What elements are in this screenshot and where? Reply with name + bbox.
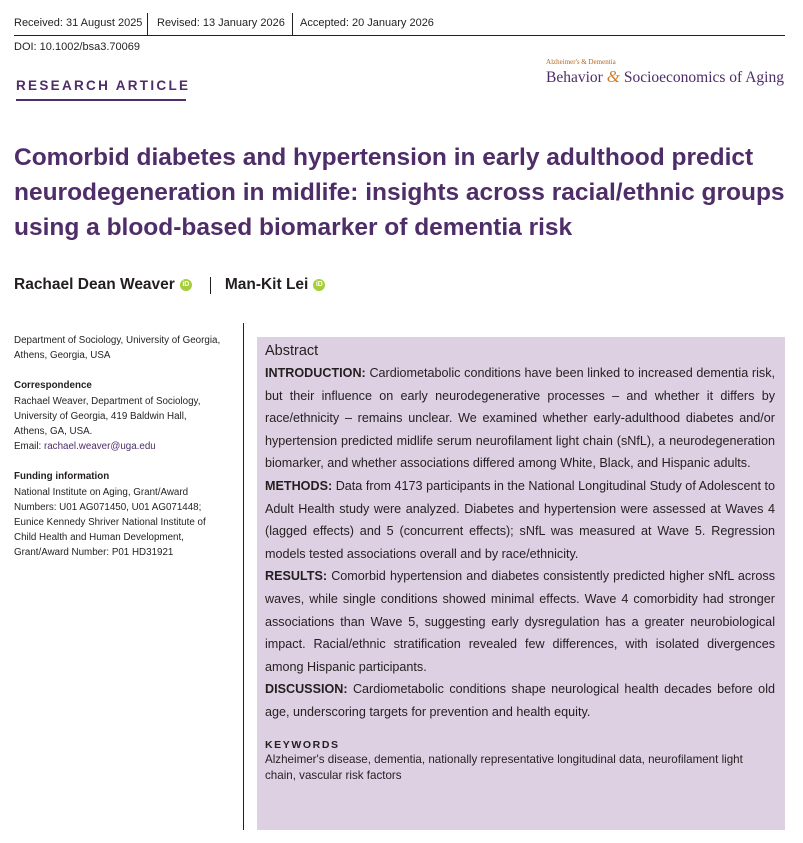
correspondence-email: Email: rachael.weaver@uga.edu	[14, 441, 156, 453]
correspondence-heading: Correspondence	[14, 380, 92, 392]
article-type-underline	[16, 99, 186, 101]
abstract-discussion: DISCUSSION: Cardiometabolic conditions shape neurological health decades before old age, underscoring targets for prevention and health equity.	[265, 682, 775, 719]
author-divider	[210, 277, 211, 294]
column-divider	[243, 323, 244, 830]
article-type: RESEARCH ARTICLE	[16, 78, 191, 93]
journal-logo[interactable]	[546, 58, 784, 87]
abstract-box	[257, 337, 785, 830]
abstract-results: RESULTS: Comorbid hypertension and diabetes consistently predicted higher sNfL across waves, while single conditions showed minimal effects. Wave 4 comorbidity had stronger associations than Wave 5, suggesting early dysregulation has a greater neurobiological impact. Racial/ethnic stratification revealed few differences, with isolated divergences among Hispanic participants.	[265, 569, 775, 674]
header-rule	[14, 35, 785, 36]
keywords-list: Alzheimer's disease, dementia, nationally representative longitudinal data, neurofilament light chain, vascular risk factors	[265, 752, 743, 782]
funding-line: Eunice Kennedy Shriver National Institute of	[14, 517, 206, 529]
correspondence-line: University of Georgia, 419 Baldwin Hall,	[14, 410, 187, 422]
journal-name: Behavior & Socioeconomics of Aging	[546, 67, 784, 86]
affiliation: Department of Sociology, University of Georgia, Athens, Georgia, USA	[14, 335, 221, 362]
article-info-column	[14, 333, 229, 561]
email-link[interactable]: rachael.weaver@uga.edu	[43, 441, 156, 453]
funding-line: Grant/Award Number: P01 HD31921	[14, 547, 174, 559]
author-name[interactable]: Rachael Dean Weaver	[14, 276, 175, 293]
funding-line: Child Health and Human Development,	[14, 532, 184, 544]
correspondence-line: Athens, GA, USA.	[14, 426, 93, 438]
funding-line: Numbers: U01 AG071450, U01 AG071448;	[14, 501, 202, 513]
abstract-methods: METHODS: Data from 4173 participants in the National Longitudinal Study of Adolescent to Adult Health study were analyzed. Diabetes and hypertension were assessed at Waves 4 (lagged effects) and 5 (concurrent effects); sNfL was measured at Wave 5. Regression models tested associations overall and by race/ethnicity.	[265, 478, 775, 561]
received-date: Received: 31 August 2025	[14, 17, 143, 29]
date-divider	[147, 13, 148, 35]
date-divider	[292, 13, 293, 35]
accepted-date: Accepted: 20 January 2026	[300, 17, 434, 29]
funding-heading: Funding information	[14, 471, 110, 483]
doi[interactable]: DOI: 10.1002/bsa3.70069	[14, 41, 140, 53]
author-list	[14, 276, 325, 294]
orcid-icon[interactable]: iD	[180, 279, 192, 291]
abstract-introduction: INTRODUCTION: Cardiometabolic conditions have been linked to increased dementia risk, but their influence on early neurodegenerative processes – and whether it differs by race/ethnicity – remains unclear. We examined whether early-adulthood diabetes and/or hypertension predicted midlife serum neurofilament light chain (sNfL), a neurodegeneration biomarker, and whether associations differed among White, Black, and Hispanic adults.	[265, 366, 775, 471]
correspondence-line: Rachael Weaver, Department of Sociology,	[14, 395, 201, 407]
abstract-heading: Abstract	[265, 343, 319, 359]
orcid-icon[interactable]: iD	[313, 279, 325, 291]
author-name[interactable]: Man-Kit Lei	[224, 276, 309, 293]
keywords-heading: KEYWORDS	[265, 738, 340, 751]
article-title: Comorbid diabetes and hypertension in early adulthood predict neurodegeneration in midlife: insights across racial/ethnic groups using a blood-based biomarker of dementia risk	[14, 144, 785, 241]
funding-line: National Institute on Aging, Grant/Award	[14, 486, 189, 498]
revised-date: Revised: 13 January 2026	[157, 17, 285, 29]
journal-family-label: Alzheimer's & Dementia	[546, 58, 616, 66]
